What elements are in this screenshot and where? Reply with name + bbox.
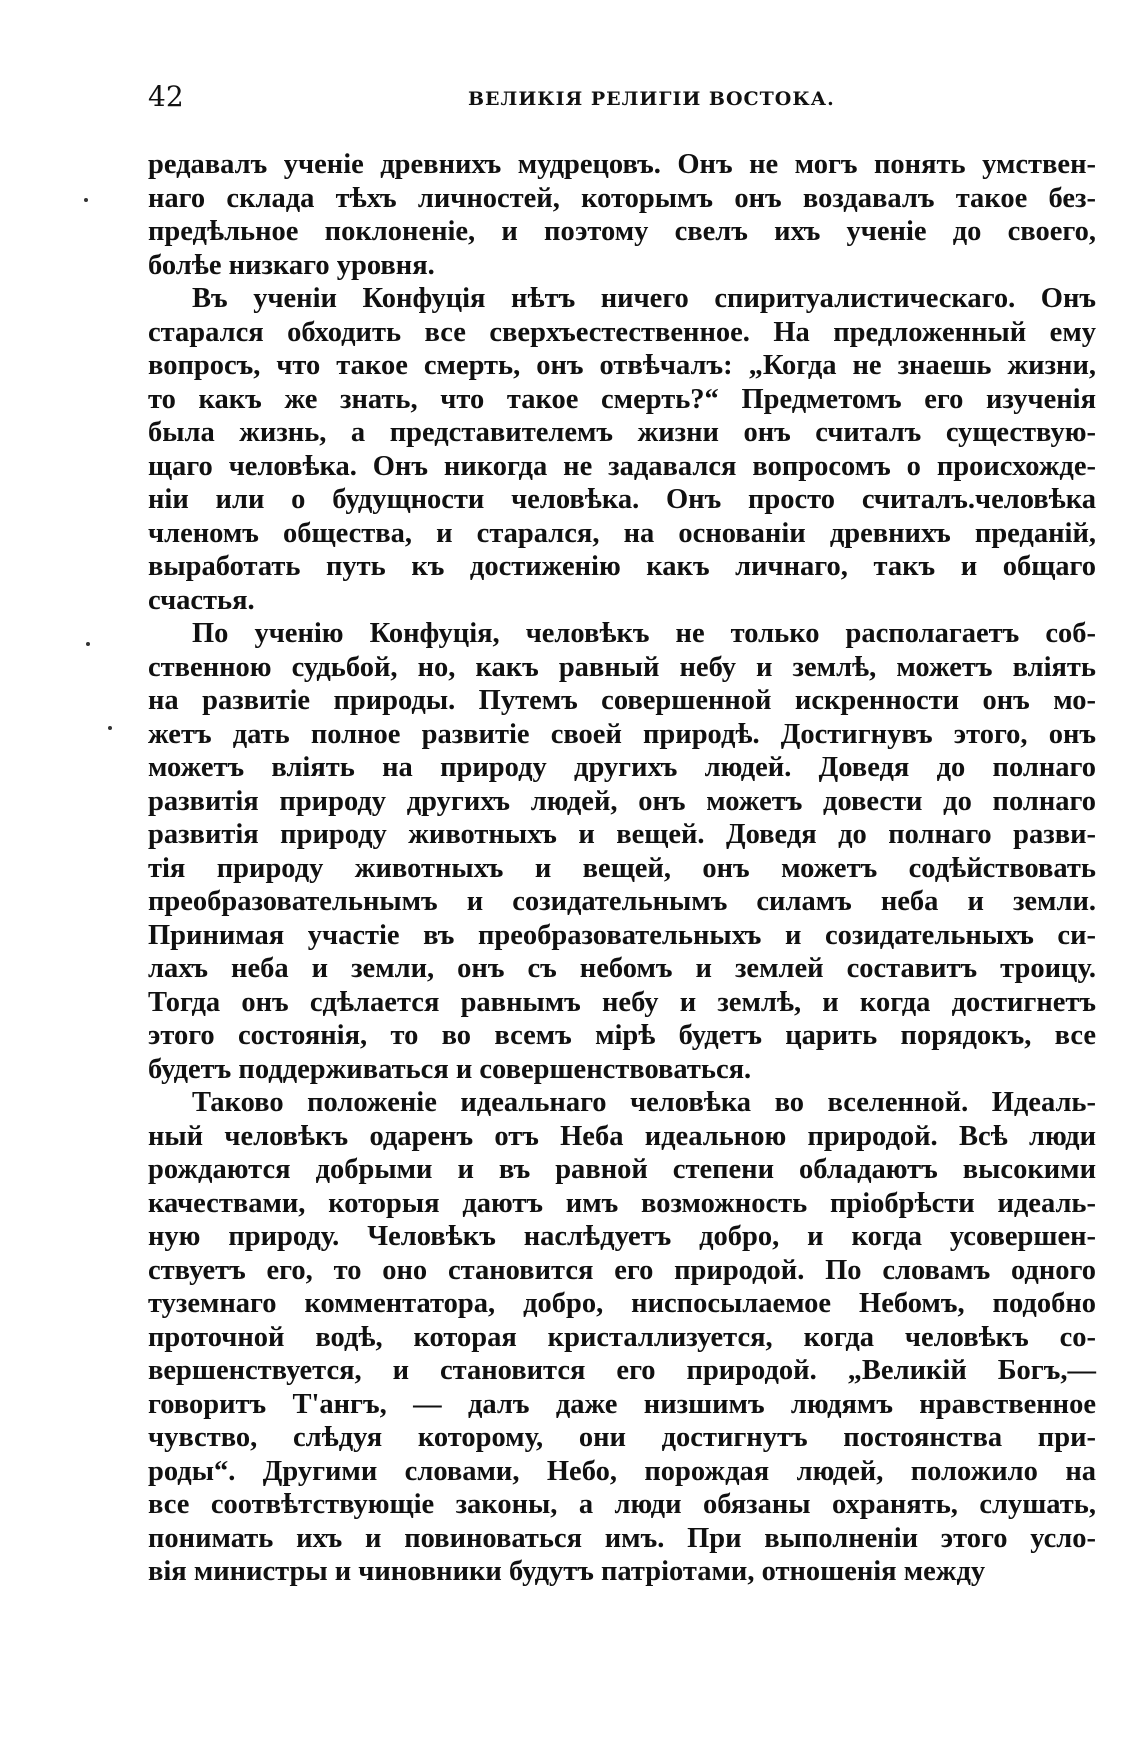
text-line: ный человѣкъ одаренъ отъ Неба идеальною природой. Всѣ люди [148, 1120, 1096, 1152]
text-line: этого состоянія, то во всемъ мірѣ будетъ царить порядокъ, все [148, 1020, 1096, 1051]
text-line: тія природу животныхъ и вещей, онъ можетъ содѣйствовать [148, 852, 1096, 884]
paragraph [148, 617, 1096, 1086]
paragraph [148, 148, 1096, 282]
text-line: проточной водѣ, которая кристаллизуется, когда человѣкъ со- [148, 1321, 1096, 1353]
text-line: качествами, которыя даютъ имъ возможность пріобрѣсти идеаль- [148, 1187, 1096, 1219]
body-text [148, 148, 1096, 1589]
margin-dot [108, 726, 112, 730]
text-line: все соотвѣтствующіе законы, а люди обязаны охранять, слушать, [148, 1489, 1096, 1520]
text-line: Таково положеніе идеальнаго человѣка во вселенной. Идеаль- [192, 1087, 1096, 1118]
text-line: старался обходить все сверхъестественное. На предложенный ему [148, 316, 1096, 348]
text-line: выработать путь къ достиженію какъ личнаго, такъ и общаго [148, 551, 1096, 582]
text-line: По ученію Конфуція, человѣкъ не только располагаетъ соб- [192, 618, 1096, 649]
text-line: рождаются добрыми и въ равной степени обладаютъ высокими [148, 1154, 1096, 1185]
text-line: ніи или о будущности человѣка. Онъ просто считалъ.человѣка [148, 484, 1096, 515]
text-line: была жизнь, а представителемъ жизни онъ считалъ существую- [148, 417, 1096, 448]
text-line: вопросъ, что такое смерть, онъ отвѣчалъ: „Когда не знаешь жизни, [148, 350, 1096, 381]
text-line: понимать ихъ и повиноваться имъ. При выполненіи этого усло- [148, 1522, 1096, 1554]
text-line: предѣльное поклоненіе, и поэтому свелъ ихъ ученіе до своего, [148, 216, 1096, 247]
text-line: вершенствуется, и становится его природой. „Великій Богъ,— [148, 1355, 1096, 1386]
margin-dot [86, 642, 90, 646]
text-line: говоритъ Т'ангъ, — далъ даже низшимъ людямъ нравственное [148, 1388, 1096, 1420]
text-line: можетъ вліять на природу другихъ людей. Доведя до полнаго [148, 752, 1096, 783]
text-line: щаго человѣка. Онъ никогда не задавался вопросомъ о происхожде- [148, 450, 1096, 482]
text-line: болѣе низкаго уровня. [148, 249, 435, 281]
text-line: Тогда онъ сдѣлается равнымъ небу и землѣ, и когда достигнетъ [148, 986, 1096, 1018]
text-line: вія министры и чиновники будутъ патріотами, отношенія между [148, 1556, 986, 1587]
running-title: ВЕЛИКІЯ РЕЛИГІИ ВОСТОКА. [468, 88, 835, 110]
text-line: ствуетъ его, то оно становится его природой. По словамъ одного [148, 1254, 1096, 1286]
margin-dot [84, 198, 88, 202]
text-line: счастья. [148, 584, 255, 616]
text-line: роды“. Другими словами, Небо, порождая людей, положило на [148, 1455, 1096, 1487]
text-line: туземнаго комментатора, добро, ниспосылаемое Небомъ, подобно [148, 1288, 1096, 1319]
text-line: редавалъ ученіе древнихъ мудрецовъ. Онъ не могъ понять умствен- [148, 149, 1096, 180]
text-line: развитія природу животныхъ и вещей. Доведя до полнаго разви- [148, 819, 1096, 850]
text-line: чувство, слѣдуя которому, они достигнутъ постоянства при- [148, 1422, 1096, 1453]
text-line: ную природу. Человѣкъ наслѣдуетъ добро, и когда усовершен- [148, 1221, 1096, 1252]
text-line: на развитіе природы. Путемъ совершенной искренности онъ мо- [148, 685, 1096, 716]
text-line: лахъ неба и земли, онъ съ небомъ и землей составитъ троицу. [148, 953, 1096, 984]
text-line: ственною судьбой, но, какъ равный небу и землѣ, можетъ вліять [148, 651, 1096, 683]
paragraph [148, 282, 1096, 617]
text-line: наго склада тѣхъ личностей, которымъ онъ воздавалъ такое без- [148, 182, 1096, 214]
text-line: Принимая участіе въ преобразовательныхъ и созидательныхъ си- [148, 919, 1096, 951]
paragraph [148, 1086, 1096, 1589]
page-number: 42 [148, 80, 184, 113]
text-line: развитія природу другихъ людей, онъ можетъ довести до полнаго [148, 785, 1096, 817]
text-line: то какъ же знать, что такое смерть?“ Предметомъ его изученія [148, 383, 1096, 415]
text-line: членомъ общества, и старался, на основаніи древнихъ преданій, [148, 517, 1096, 549]
text-line: Въ ученіи Конфуція нѣтъ ничего спиритуалистическаго. Онъ [192, 283, 1096, 314]
page-header [148, 80, 1096, 120]
text-line: преобразовательнымъ и созидательнымъ силамъ неба и земли. [148, 886, 1096, 917]
text-line: будетъ поддерживаться и совершенствоваться. [148, 1053, 752, 1085]
text-line: жетъ дать полное развитіе своей природѣ. Достигнувъ этого, онъ [148, 718, 1096, 750]
